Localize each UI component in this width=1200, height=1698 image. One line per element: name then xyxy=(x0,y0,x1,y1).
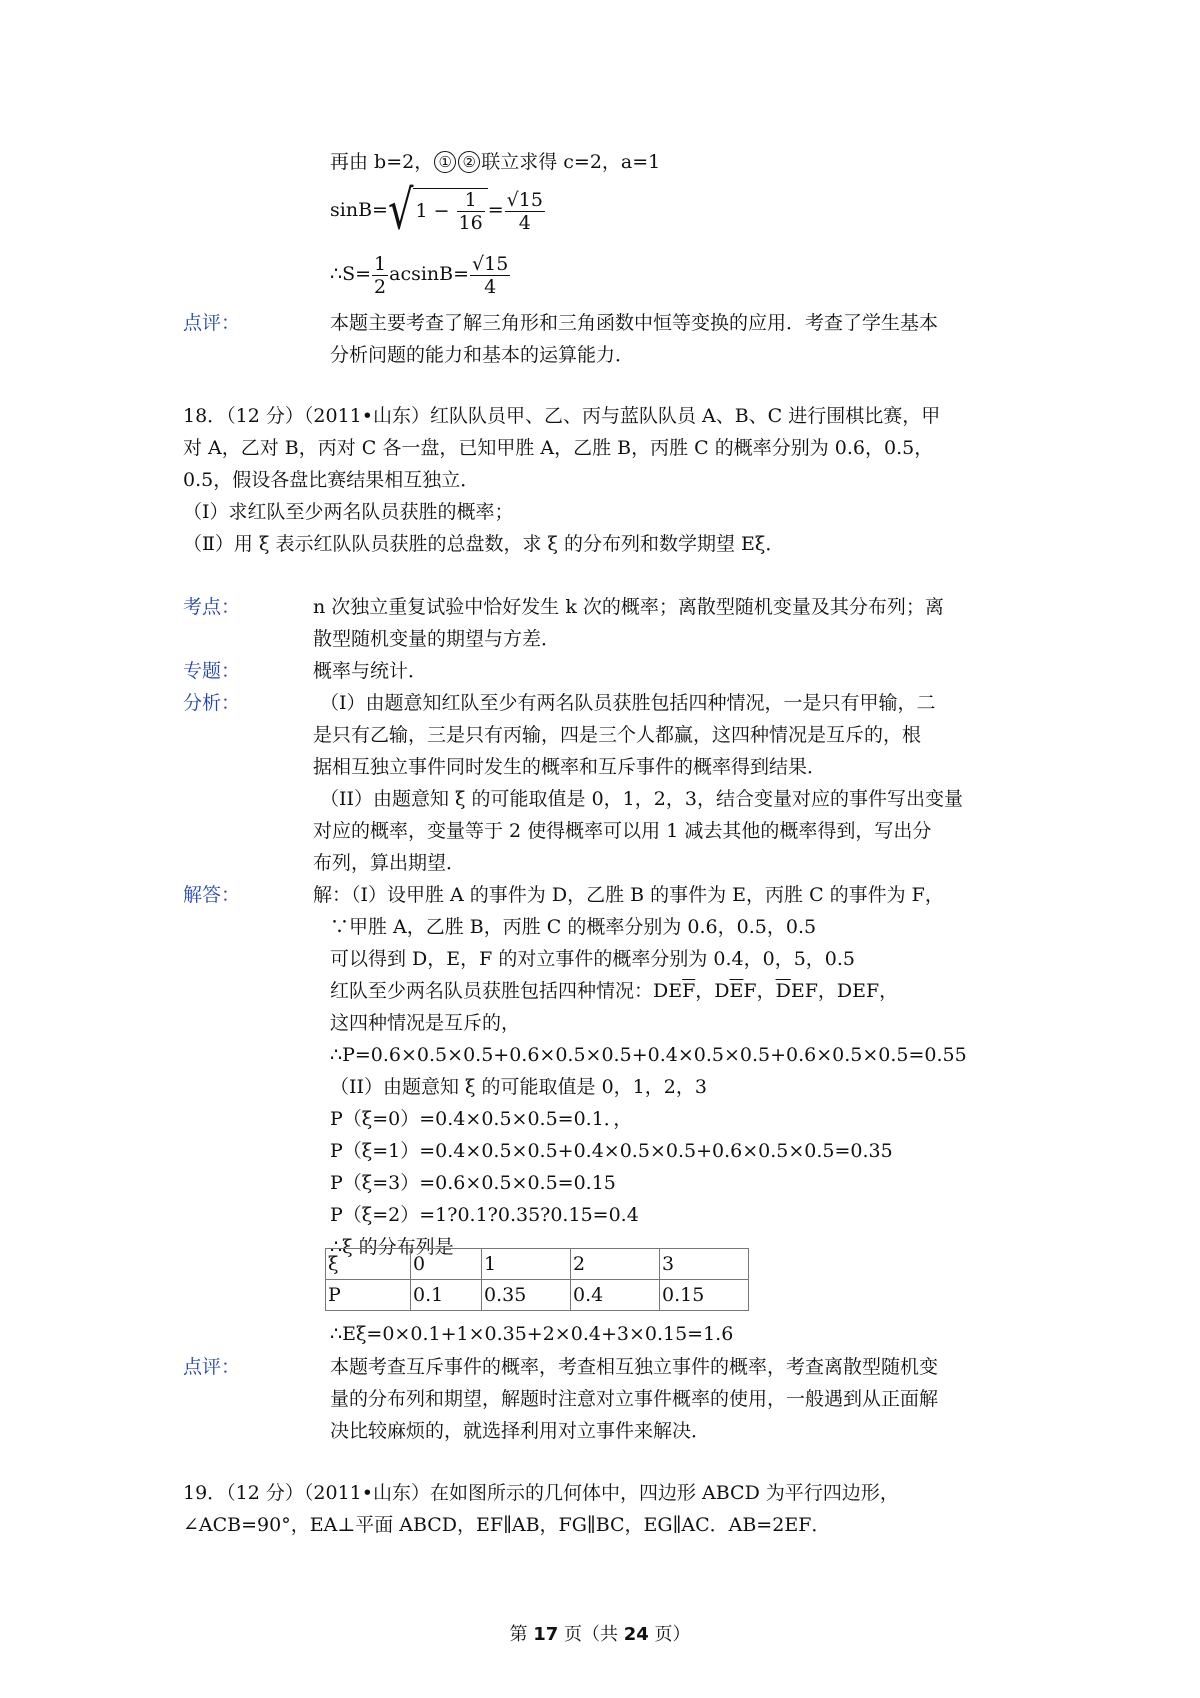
q18-jieda-line: 红队至少两名队员获胜包括四种情况：$DE\overline{F}$，$D\overline{E}F$，$\overline{D}EF$，DEF， xyxy=(330,980,899,1002)
q18-kaodian-line: n 次独立重复试验中恰好发生 k 次的概率；离散型随机变量及其分布列；离 xyxy=(313,596,944,618)
q18-jieda-line: ∴ξ 的分布列是 xyxy=(330,1236,454,1258)
q18-part-2: （Ⅱ）用 ξ 表示红队队员获胜的总盘数，求 ξ 的分布列和数学期望 Eξ． xyxy=(183,533,785,555)
table-cell: 0.1 xyxy=(411,1280,482,1311)
q18-comment-line: 量的分布列和期望，解题时注意对立事件概率的使用，一般遇到从正面解 xyxy=(330,1388,939,1410)
q18-comment-line: 本题考查互斥事件的概率，考查相互独立事件的概率，考查离散型随机变 xyxy=(330,1356,939,1378)
q17-comment-label: 点评： xyxy=(183,312,241,334)
q18-kaodian-line: 散型随机变量的期望与方差． xyxy=(313,628,561,650)
fraction: $\frac{1}{16}$ xyxy=(458,189,483,235)
q18-jieda-line: 解：（I）设甲胜 A 的事件为 D，乙胜 B 的事件为 E，丙胜 C 的事件为 F， xyxy=(313,884,944,906)
q18-fenxi-line: （I）由题意知红队至少有两名队员获胜包括四种情况，一是只有甲输，二 xyxy=(320,692,936,714)
q17-comment-line: 分析问题的能力和基本的运算能力． xyxy=(330,344,635,366)
table-cell: P xyxy=(326,1280,411,1311)
q18-jieda-line: （II）由题意知 ξ 的可能取值是 0，1，2，3 xyxy=(330,1076,707,1098)
q17-line-1: 再由 b=2， ① ② 联立求得 c=2，a=1 xyxy=(330,151,661,173)
table-cell: 0 xyxy=(411,1249,482,1280)
q18-fenxi-line: 对应的概率，变量等于 2 使得概率可以用 1 减去其他的概率得到，写出分 xyxy=(313,820,932,842)
page-number-footer: 第 17 页（共 24 页） xyxy=(509,1624,691,1645)
q18-jieda-line: ∵甲胜 A，乙胜 B，丙胜 C 的概率分别为 0.6，0.5，0.5 xyxy=(330,916,817,938)
q18-jieda-label: 解答： xyxy=(183,884,241,906)
current-page-number: 17 xyxy=(533,1624,559,1645)
table-row xyxy=(326,1280,749,1311)
q17-sinB-formula: sinB=√ 1 − $\frac{1}{16}$ = $\frac{√15}{4}$ xyxy=(330,179,543,243)
table-cell: 0.35 xyxy=(482,1280,571,1311)
q18-jieda-line: P（ξ=1）=0.4×0.5×0.5+0.4×0.5×0.5+0.6×0.5×0.5=0.35 xyxy=(330,1140,893,1162)
q18-jieda-line: 这四种情况是互斥的， xyxy=(330,1012,521,1034)
q18-stem-line: 0.5，假设各盘比赛结果相互独立． xyxy=(183,469,480,491)
table-cell: 0.15 xyxy=(660,1280,749,1311)
q18-jieda-line: ∴P=0.6×0.5×0.5+0.6×0.5×0.5+0.4×0.5×0.5+0.6×0.5×0.5=0.55 xyxy=(330,1044,967,1066)
q18-fenxi-line: 据相互独立事件同时发生的概率和互斥事件的概率得到结果． xyxy=(313,756,827,778)
q19-stem-line: ∠ACB=90°，EA⊥平面 ABCD，EF∥AB，FG∥BC，EG∥AC．AB=2EF． xyxy=(183,1514,831,1536)
circled-one: ① xyxy=(434,151,456,173)
q18-part-1: （Ⅰ）求红队至少两名队员获胜的概率； xyxy=(183,501,514,523)
q18-zhuanti-line: 概率与统计． xyxy=(313,660,428,682)
circled-two: ② xyxy=(458,151,480,173)
table-cell: 1 xyxy=(482,1249,571,1280)
q17-area-formula: ∴S= $\frac{1}{2}$ acsinB= $\frac{√15}{4}$ xyxy=(330,252,509,298)
fraction: $\frac{√15}{4}$ xyxy=(472,252,509,298)
q18-jieda-line: P（ξ=3）=0.6×0.5×0.5=0.15 xyxy=(330,1172,616,1194)
fraction: $\frac{1}{2}$ xyxy=(374,252,387,298)
q18-fenxi-line: 是只有乙输，三是只有丙输，四是三个人都赢，这四种情况是互斥的，根 xyxy=(313,724,922,746)
q18-stem-line: 对 A，乙对 B，丙对 C 各一盘，已知甲胜 A，乙胜 B，丙胜 C 的概率分别为 0.6，0.5， xyxy=(183,437,934,459)
q18-comment-line: 决比较麻烦的，就选择利用对立事件来解决． xyxy=(330,1420,711,1442)
sqrt-sign: √ xyxy=(387,179,414,243)
q18-fenxi-line: 布列，算出期望． xyxy=(313,852,466,874)
table-row xyxy=(326,1249,749,1280)
q18-jieda-line: P（ξ=0）=0.4×0.5×0.5=0.1．， xyxy=(330,1108,633,1130)
q18-jieda-line: P（ξ=2）=1?0.1?0.35?0.15=0.4 xyxy=(330,1204,639,1226)
table-cell: 2 xyxy=(571,1249,660,1280)
q18-fenxi-label: 分析： xyxy=(183,692,241,714)
table-cell: 3 xyxy=(660,1249,749,1280)
q18-stem-line: 18．（12 分）（2011•山东）红队队员甲、乙、丙与蓝队队员 A、B、C 进行围棋比赛，甲 xyxy=(183,405,941,427)
q18-jieda-line: 可以得到 D，E，F 的对立事件的概率分别为 0.4，0，5，0.5 xyxy=(330,948,856,970)
q18-fenxi-line: （II）由题意知 ξ 的可能取值是 0，1，2，3，结合变量对应的事件写出变量 xyxy=(320,788,963,810)
table-cell: 0.4 xyxy=(571,1280,660,1311)
q18-zhuanti-label: 专题： xyxy=(183,660,241,682)
distribution-table xyxy=(325,1248,749,1311)
fraction: $\frac{√15}{4}$ xyxy=(506,188,543,234)
q18-comment-label: 点评： xyxy=(183,1356,241,1378)
total-page-count: 24 xyxy=(623,1624,649,1645)
q19-stem-line: 19．（12 分）（2011•山东）在如图所示的几何体中，四边形 ABCD 为平行四边形， xyxy=(183,1482,899,1504)
q18-kaodian-label: 考点： xyxy=(183,596,241,618)
table-cell: ξ xyxy=(326,1249,411,1280)
q18-jieda-line: ∴Eξ=0×0.1+1×0.35+2×0.4+3×0.15=1.6 xyxy=(330,1323,734,1345)
q17-comment-line: 本题主要考查了解三角形和三角函数中恒等变换的应用．考查了学生基本 xyxy=(330,312,939,334)
